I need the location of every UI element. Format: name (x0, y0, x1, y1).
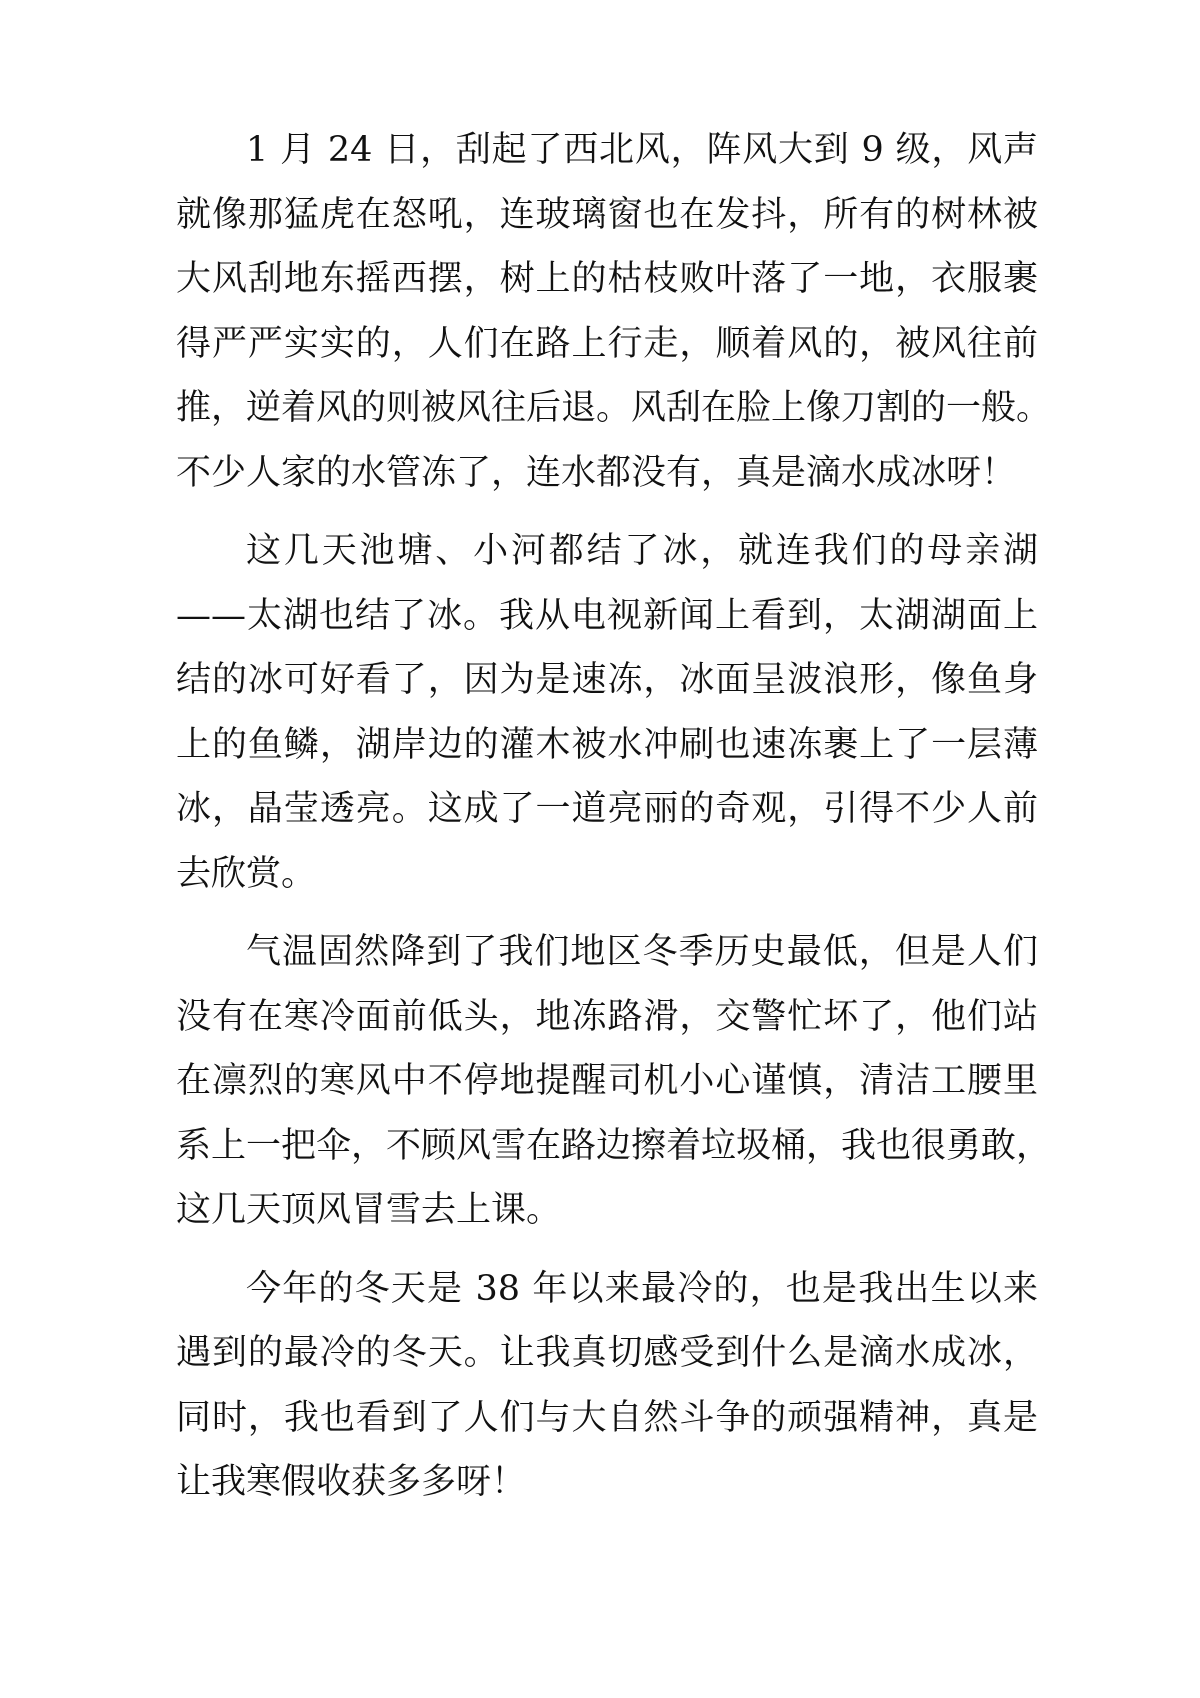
paragraph-line: 同时，我也看到了人们与大自然斗争的顽强精神，真是 (176, 1397, 1038, 1438)
paragraph-line: 得严严实实的，人们在路上行走，顺着风的，被风往前 (176, 323, 1038, 364)
paragraph-line: 今年的冬天是 38 年以来最冷的，也是我出生以来 (246, 1268, 1038, 1309)
paragraph-line: 1 月 24 日，刮起了西北风，阵风大到 9 级，风声 (246, 130, 1038, 170)
paragraph-2 (176, 519, 1038, 906)
paragraph-line: 系上一把伞，不顾风雪在路边擦着垃圾桶，我也很勇敢， (176, 1125, 1052, 1166)
paragraph-1 (176, 118, 1052, 505)
paragraph-line: 在凛烈的寒风中不停地提醒司机小心谨慎，清洁工腰里 (176, 1061, 1038, 1101)
paragraph-line: 没有在寒冷面前低头，地冻路滑，交警忙坏了，他们站 (176, 996, 1038, 1037)
paragraph-spacer (176, 505, 1038, 519)
paragraph-line: 不少人家的水管冻了，连水都没有，真是滴水成冰呀！ (176, 452, 1017, 493)
paragraph-line: 去欣赏。 (176, 853, 317, 894)
paragraph-spacer (176, 1243, 1038, 1257)
paragraph-line: 推，逆着风的则被风往后退。风刮在脸上像刀割的一般。 (176, 388, 1052, 428)
paragraph-line: 上的鱼鳞，湖岸边的灌木被水冲刷也速冻裹上了一层薄 (176, 724, 1038, 765)
paragraph-line: 就像那猛虎在怒吼，连玻璃窗也在发抖，所有的树林被 (176, 194, 1038, 235)
paragraph-line: 大风刮地东摇西摆，树上的枯枝败叶落了一地，衣服裹 (176, 259, 1038, 299)
paragraph-line: 这几天池塘、小河都结了冰，就连我们的母亲湖 (246, 531, 1038, 571)
paragraph-spacer (176, 906, 1038, 920)
paragraph-line: 让我寒假收获多多呀！ (176, 1462, 527, 1502)
paragraph-3 (176, 920, 1052, 1243)
paragraph-line: 结的冰可好看了，因为是速冻，冰面呈波浪形，像鱼身 (176, 660, 1038, 700)
paragraph-line: 这几天顶风冒雪去上课。 (176, 1190, 562, 1230)
paragraph-line: 气温固然降到了我们地区冬季历史最低，但是人们 (246, 932, 1038, 972)
paragraph-line: 冰，晶莹透亮。这成了一道亮丽的奇观，引得不少人前 (176, 789, 1038, 829)
paragraph-line: 遇到的最冷的冬天。让我真切感受到什么是滴水成冰， (176, 1333, 1038, 1373)
paragraph-line: ——太湖也结了冰。我从电视新闻上看到，太湖湖面上 (176, 595, 1038, 636)
document-body (176, 118, 1052, 1515)
paragraph-4 (176, 1257, 1038, 1515)
